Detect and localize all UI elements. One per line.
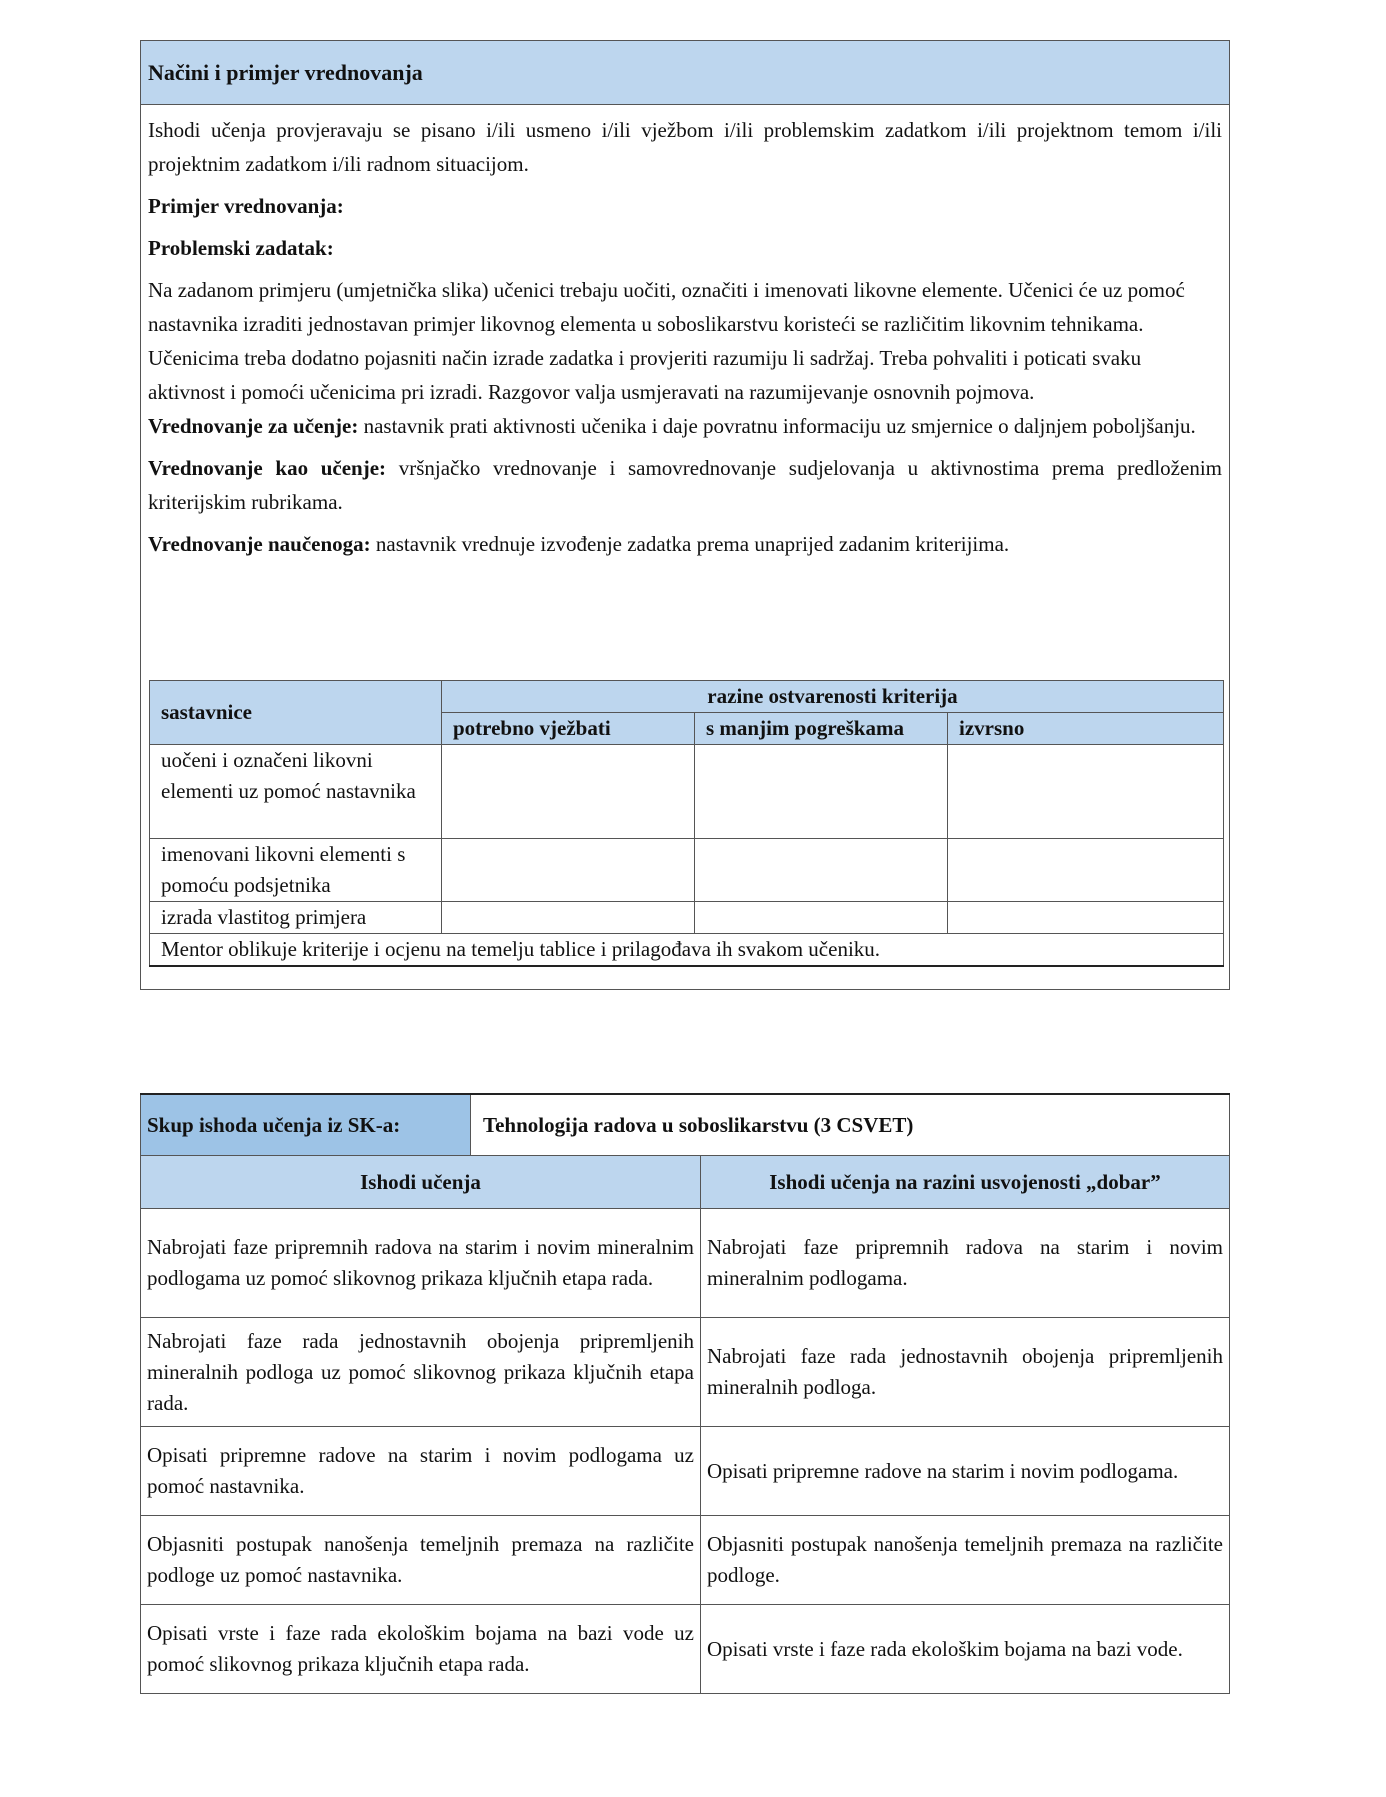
primjer-heading: Primjer vrednovanja: [148, 194, 344, 218]
ishod-cell: Nabrojati faze pripremnih radova na starim i novim mineralnim podlogama uz pomoć slikovnog prikaza ključnih etapa rada. [141, 1209, 701, 1318]
ishodi-table [140, 1093, 1230, 1694]
col-sastavnice: sastavnice [150, 681, 442, 745]
ishodi-header-row [141, 1156, 1230, 1209]
vrednovanje-za-label: Vrednovanje za učenje: [148, 414, 359, 438]
table-row [141, 1209, 1230, 1318]
dobar-cell: Objasniti postupak nanošenja temeljnih premaza na različite podloge. [701, 1516, 1230, 1605]
guidance-text: Učenicima treba dodatno pojasniti način izrade zadatka i provjeriti razumiju li sadržaj. Treba pohvaliti i poticati svaku aktivnost i pomoći učenicima pri izradi. Razgovor valja usmjeravati na razumijevanje osnovnih pojmova. [148, 346, 1142, 404]
rubric-cell [948, 745, 1224, 839]
ishod-cell: Opisati pripremne radove na starim i novim podlogama uz pomoć nastavnika. [141, 1427, 701, 1516]
table-row [141, 1516, 1230, 1605]
vrednovanje-naucenoga-text: nastavnik vrednuje izvođenje zadatka prema unaprijed zadanim kriterijima. [370, 532, 1010, 556]
rubric-cell [442, 902, 695, 934]
vrednovanje-kao-text: vršnjačko vrednovanje i samovrednovanje sudjelovanja u aktivnostima prema predloženim kriterijskim rubrikama. [148, 456, 1222, 514]
table-row [141, 1318, 1230, 1427]
section-body [141, 105, 1229, 561]
row-label: izrada vlastitog primjera [150, 902, 442, 934]
rubric-cell [442, 745, 695, 839]
rubric-footer-row [150, 934, 1224, 967]
rubric-cell [695, 745, 948, 839]
rubric-cell [948, 839, 1224, 902]
vrednovanje-za-text: nastavnik prati aktivnosti učenika i daje povratnu informaciju uz smjernice o daljnjem poboljšanju. [358, 414, 1196, 438]
zadatak-heading: Problemski zadatak: [148, 236, 334, 260]
intro-text: Ishodi učenja provjeravaju se pisano i/ili usmeno i/ili vježbom i/ili problemskim zadatkom i/ili projektnom temom i/ili projektnim zadatkom i/ili radnom situacijom. [148, 118, 1222, 176]
level-s-manjim-pogreskama: s manjim pogreškama [695, 713, 948, 745]
vrednovanje-naucenoga [148, 527, 1222, 561]
vrednovanje-naucenoga-label: Vrednovanje naučenoga: [148, 532, 371, 556]
table-row [150, 745, 1224, 839]
rubric-table [149, 680, 1224, 967]
vrednovanje-kao-ucenje [148, 451, 1222, 519]
zadatak-text: Na zadanom primjeru (umjetnička slika) učenici trebaju uočiti, označiti i imenovati likovne elemente. Učenici će uz pomoć nastavnika izraditi jednostavan primjer likovnog elementa u soboslikarstvu koristeći se različitim likovnim tehnikama. [148, 278, 1185, 336]
table-row [150, 839, 1224, 902]
section-title: Načini i primjer vrednovanja [141, 41, 1229, 105]
level-potrebno-vjezbati: potrebno vježbati [442, 713, 695, 745]
col-ishodi-dobar: Ishodi učenja na razini usvojenosti „dobar” [701, 1156, 1230, 1209]
rubric-cell [948, 902, 1224, 934]
row-label: imenovani likovni elementi s pomoću podsjetnika [150, 839, 442, 902]
dobar-cell: Nabrojati faze rada jednostavnih obojenja pripremljenih mineralnih podloga. [701, 1318, 1230, 1427]
rubric-cell [695, 902, 948, 934]
skup-value: Tehnologija radova u soboslikarstvu (3 CSVET) [471, 1094, 1230, 1156]
col-ishodi-ucenja: Ishodi učenja [141, 1156, 701, 1209]
rubric-cell [442, 839, 695, 902]
row-label: uočeni i označeni likovni elementi uz pomoć nastavnika [150, 745, 442, 839]
col-group-razine: razine ostvarenosti kriterija [442, 681, 1224, 713]
rubric-header-row [150, 681, 1224, 713]
ishod-cell: Opisati vrste i faze rada ekološkim bojama na bazi vode uz pomoć slikovnog prikaza ključnih etapa rada. [141, 1605, 701, 1694]
skup-row [141, 1094, 1230, 1156]
dobar-cell: Opisati pripremne radove na starim i novim podlogama. [701, 1427, 1230, 1516]
vrednovanje-section [140, 40, 1230, 990]
table-row [141, 1605, 1230, 1694]
level-izvrsno: izvrsno [948, 713, 1224, 745]
table-row [150, 902, 1224, 934]
vrednovanje-za-ucenje [148, 409, 1222, 443]
skup-label: Skup ishoda učenja iz SK-a: [141, 1094, 471, 1156]
dobar-cell: Opisati vrste i faze rada ekološkim bojama na bazi vode. [701, 1605, 1230, 1694]
ishod-cell: Objasniti postupak nanošenja temeljnih premaza na različite podloge uz pomoć nastavnika. [141, 1516, 701, 1605]
table-row [141, 1427, 1230, 1516]
rubric-cell [695, 839, 948, 902]
ishod-cell: Nabrojati faze rada jednostavnih obojenja pripremljenih mineralnih podloga uz pomoć slikovnog prikaza ključnih etapa rada. [141, 1318, 701, 1427]
vrednovanje-kao-label: Vrednovanje kao učenje: [148, 456, 387, 480]
rubric-footer: Mentor oblikuje kriterije i ocjenu na temelju tablice i prilagođava ih svakom učeniku. [150, 934, 1224, 967]
dobar-cell: Nabrojati faze pripremnih radova na starim i novim mineralnim podlogama. [701, 1209, 1230, 1318]
